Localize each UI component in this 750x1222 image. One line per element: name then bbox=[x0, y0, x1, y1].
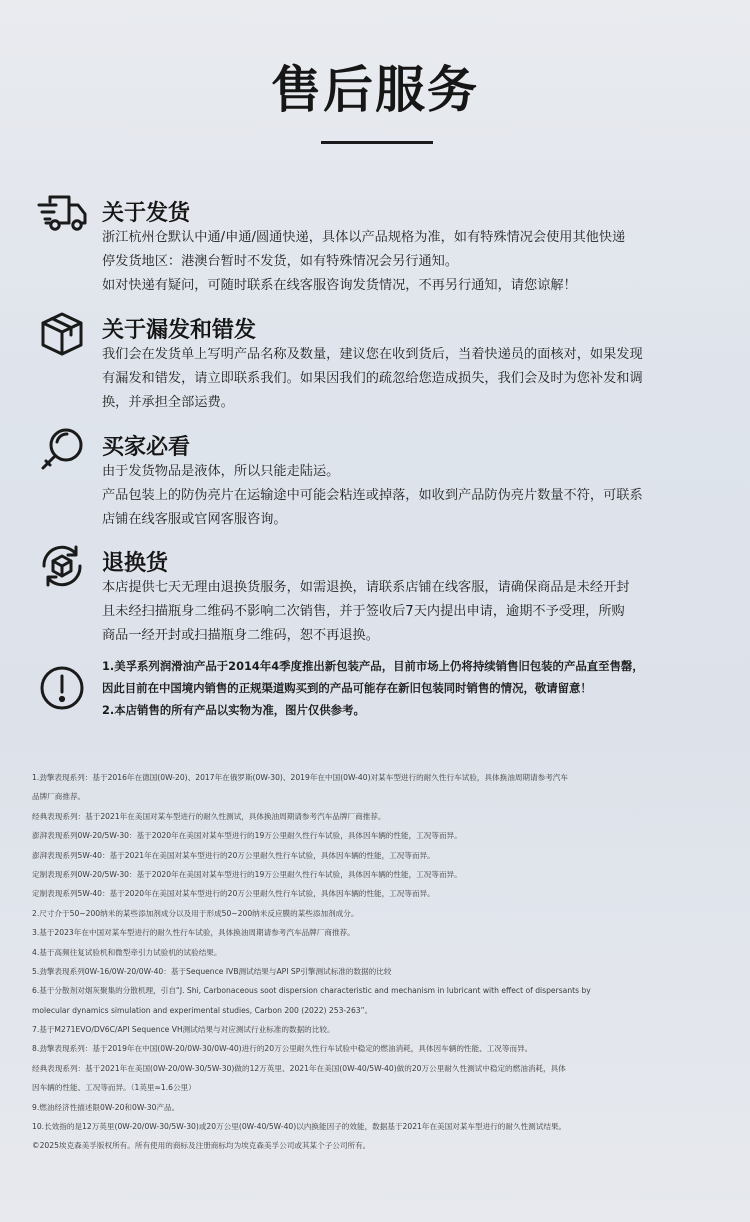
delivery-truck-icon bbox=[36, 189, 88, 237]
body-line: 由于发货物品是液体，所以只能走陆运。 bbox=[102, 464, 340, 479]
footnote-line: 定制表现系列5W-40：基于2020年在美国对某车型进行的20万公里耐久性行车试验，具体因车辆的性能，工况等而异。 bbox=[32, 889, 435, 899]
footnote-line: 9.燃油经济性描述限0W-20和0W-30产品。 bbox=[32, 1102, 180, 1112]
body-line: 停发货地区：港澳台暂时不发货，如有特殊情况会另行通知。 bbox=[102, 254, 459, 269]
exclamation-circle-icon bbox=[38, 664, 86, 712]
footnote-line: 6.基于分散剂对烟灰聚集的分散机理，引自“J. Shi, Carbonaceous soot dispersion characteristic and mechanism in lubricant with effect of dispersants by bbox=[32, 986, 591, 996]
body-line: 店铺在线客服或官网客服咨询。 bbox=[102, 512, 287, 527]
notice-line: 因此目前在中国境内销售的正规渠道购买到的产品可能存在新旧包装同时销售的情况，敬请留意！ bbox=[102, 681, 592, 695]
return-exchange-icon bbox=[36, 542, 88, 590]
page-title: 售后服务 bbox=[271, 61, 479, 119]
footnote-line: 5.劲擎表现系列0W-16/0W-20/0W-40：基于Sequence IVB测试结果与API SP引擎测试标准的数据的比较 bbox=[32, 966, 392, 976]
body-line: 产品包装上的防伪亮片在运输途中可能会粘连或掉落，如收到产品防伪亮片数量不符，可联系 bbox=[102, 488, 643, 503]
notice-block bbox=[102, 655, 722, 721]
footnote-line: 品牌厂商推荐。 bbox=[32, 792, 86, 802]
body-line: 换，并承担全部运费。 bbox=[102, 395, 234, 410]
footnote-line: 7.基于M271EVO/DV6C/API Sequence VH测试结果与对应测试行业标准的数据的比较。 bbox=[32, 1025, 335, 1035]
footnote-line: 1.劲擎表现系列：基于2016年在德国(0W-20)、2017年在俄罗斯(0W-30)、2019年在中国(0W-40)对某车型进行的耐久性行车试验，具体换油周期请参考汽车 bbox=[32, 773, 568, 782]
body-line: 如对快递有疑问，可随时联系在线客服咨询发货情况，不再另行通知，请您谅解！ bbox=[102, 278, 577, 293]
section-body bbox=[102, 460, 722, 532]
footnote-line: molecular dynamics simulation and experimental studies, Carbon 200 (2022) 253-263”。 bbox=[32, 1005, 373, 1015]
footnote-line: 因车辆的性能、工况等而异。（1英里≈1.6公里） bbox=[32, 1083, 196, 1093]
section-body bbox=[102, 226, 722, 298]
footnotes bbox=[32, 768, 722, 1156]
footnote-line: 定制表现系列0W-20/5W-30：基于2020年在美国对某车型进行的19万公里耐久性行车试验，具体因车辆的性能，工况等而异。 bbox=[32, 869, 462, 879]
section-body bbox=[102, 576, 722, 648]
body-line: 本店提供七天无理由退换货服务，如需退换，请联系店铺在线客服，请确保商品是未经开封 bbox=[102, 580, 630, 595]
body-line: 浙江杭州仓默认中通/申通/圆通快递，具体以产品规格为准，如有特殊情况会使用其他快递 bbox=[102, 230, 626, 245]
footnote-line: 3.基于2023年在中国对某车型进行的耐久性行车试验，具体换油周期请参考汽车品牌厂商推荐。 bbox=[32, 928, 355, 938]
notice-line: 1.美孚系列润滑油产品于2014年4季度推出新包装产品，目前市场上仍将持续销售旧包装的产品直至售罄， bbox=[102, 659, 644, 673]
body-line: 商品一经开封或扫描瓶身二维码，恕不再退换。 bbox=[102, 628, 379, 643]
footnote-line: 澎湃表现系列0W-20/5W-30：基于2020年在美国对某车型进行的19万公里耐久性行车试验，具体因车辆的性能，工况等而异。 bbox=[32, 831, 462, 841]
package-box-icon bbox=[36, 310, 88, 358]
footnote-line: 8.劲擎表现系列：基于2019年在中国(0W-20/0W-30/0W-40)进行的20万公里耐久性行车试验中稳定的燃油消耗，具体因车辆的性能、工况等而异。 bbox=[32, 1044, 533, 1054]
section-title: 关于漏发和错发 bbox=[102, 318, 257, 343]
footnote-line: 经典表现系列：基于2021年在美国(0W-20/0W-30/5W-30)做的12万英里、2021年在美国(0W-40/5W-40)做的20万公里耐久性测试中稳定的燃油消耗，具体 bbox=[32, 1063, 566, 1073]
footnote-line: 经典表现系列：基于2021年在美国对某车型进行的耐久性测试，具体换油周期请参考汽车品牌厂商推荐。 bbox=[32, 811, 386, 821]
magnifier-icon bbox=[36, 426, 88, 474]
footnote-line: 澎湃表现系列5W-40：基于2021年在美国对某车型进行的20万公里耐久性行车试验，具体因车辆的性能，工况等而异。 bbox=[32, 850, 435, 860]
footnote-line: 10.长效指的是12万英里(0W-20/0W-30/5W-30)或20万公里(0W-40/5W-40)以内换能因子的效能，数据基于2021年在美国对某车型进行的耐久性测试结果。 bbox=[32, 1122, 567, 1132]
section-title: 退换货 bbox=[102, 551, 169, 576]
section-title: 关于发货 bbox=[102, 201, 191, 226]
section-body bbox=[102, 343, 722, 415]
section-title: 买家必看 bbox=[102, 435, 191, 460]
body-line: 我们会在发货单上写明产品名称及数量，建议您在收到货后，当着快递员的面核对，如果发现 bbox=[102, 347, 643, 362]
footnote-line: 4.基于高频往复试验机和微型牵引力试验机的试验结果。 bbox=[32, 947, 222, 957]
notice-line: 2.本店销售的所有产品以实物为准，图片仅供参考。 bbox=[102, 703, 365, 717]
title-underline bbox=[321, 141, 433, 144]
footnote-line: 2.尺寸介于50~200纳米的某些添加剂成分以及用于形成50~200纳米反应膜的某些添加剂成分。 bbox=[32, 908, 359, 918]
body-line: 有漏发和错发，请立即联系我们。如果因我们的疏忽给您造成损失，我们会及时为您补发和调 bbox=[102, 371, 643, 386]
footnote-line: ©2025埃克森美孚版权所有。所有使用的商标及注册商标均为埃克森美孚公司或其某个子公司所有。 bbox=[32, 1141, 371, 1151]
body-line: 且未经扫描瓶身二维码不影响二次销售，并于签收后7天内提出申请，逾期不予受理，所购 bbox=[102, 604, 625, 619]
